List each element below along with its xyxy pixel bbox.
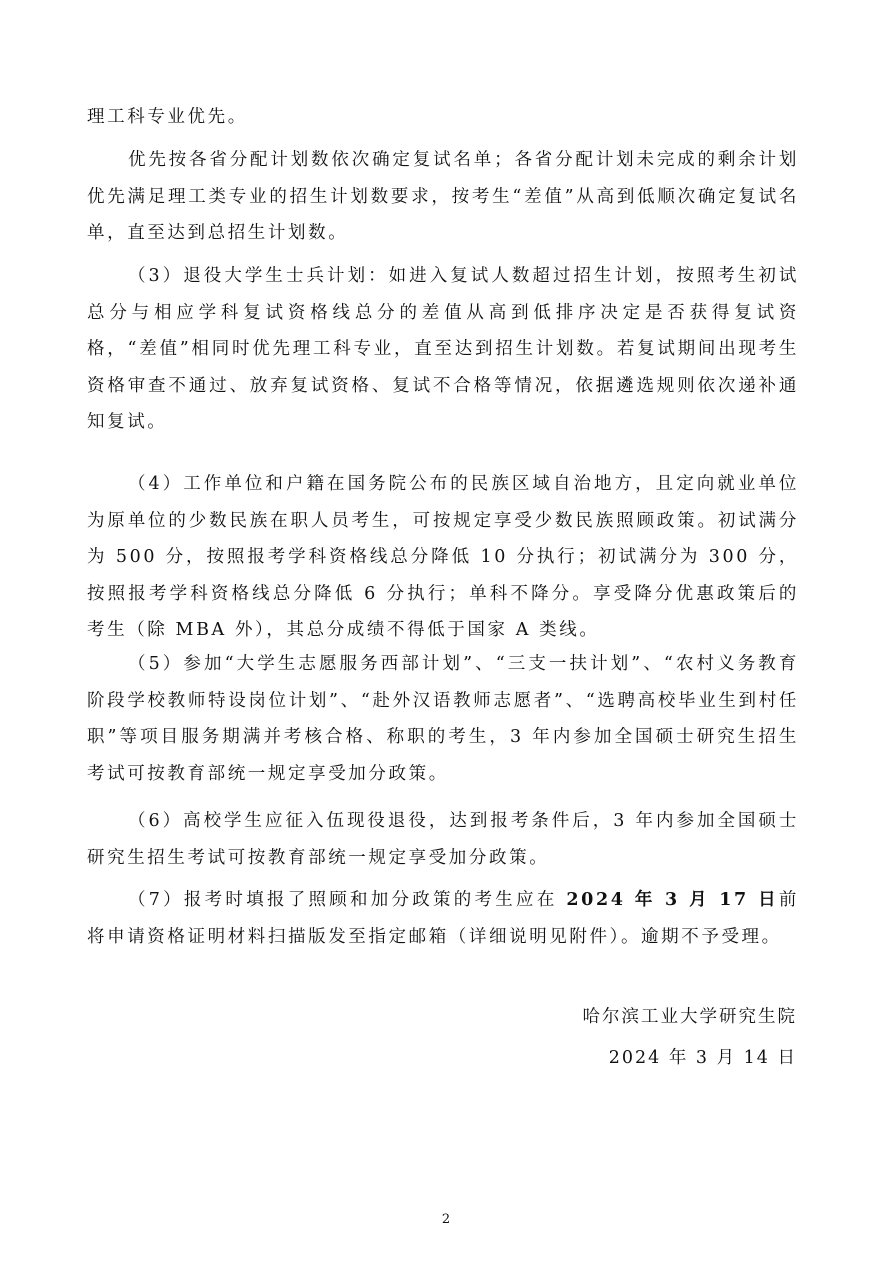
paragraph-item-4: （4）工作单位和户籍在国务院公布的民族区域自治地方，且定向就业单位为原单位的少数民族在职人员考生，可按规定享受少数民族照顾政策。初试满分为 500 分，按照报考学科资格线总分降低 10 分执行；初试满分为 300 分，按照报考学科资格线总分降低 6 分执行；单科不降分。享受降分优惠政策后的考生（除 MBA 外），其总分成绩不得低于国家 A 类线。 (87, 474, 799, 640)
paragraph-priority-rule: 优先按各省分配计划数依次确定复试名单；各省分配计划未完成的剩余计划优先满足理工类专业的招生计划数要求，按考生“差值”从高到低顺次确定复试名单，直至达到总招生计划数。 (87, 150, 799, 243)
paragraph-item-6: （6）高校学生应征入伍现役退役，达到报考条件后，3 年内参加全国硕士研究生招生考试可按教育部统一规定享受加分政策。 (87, 811, 799, 868)
paragraph-item-3: （3）退役大学生士兵计划：如进入复试人数超过招生计划，按照考生初试总分与相应学科复试资格线总分的差值从高到低排序决定是否获得复试资格，“差值”相同时优先理工科专业，直至达到招生计划数。若复试期间出现考生资格审查不通过、放弃复试资格、复试不合格等情况，依据遴选规则依次递补通知复试。 (87, 266, 799, 432)
paragraph-item-5: （5）参加“大学生志愿服务西部计划”、“三支一扶计划”、“农村义务教育阶段学校教师特设岗位计划”、“赴外汉语教师志愿者”、“选聘高校毕业生到村任职”等项目服务期满并考核合格、称职的考生，3 年内参加全国硕士研究生招生考试可按教育部统一规定享受加分政策。 (87, 654, 799, 784)
signature-date: 2024 年 3 月 14 日 (608, 1048, 797, 1068)
item-7-text-end: 前将申请资格证明材料扫描版发至指定邮箱（详细说明见附件）。逾期不予受理。 (87, 890, 799, 947)
page-number: 2 (441, 1212, 451, 1227)
paragraph-continuation: 理工科专业优先。 (87, 107, 248, 127)
deadline-date: 2024 年 3 月 17 日 (566, 890, 779, 910)
paragraph-item-7 (87, 882, 799, 955)
item-7-text-start: （7）报考时填报了照顾和加分政策的考生应在 (128, 890, 567, 910)
signature-organization: 哈尔滨工业大学研究生院 (582, 1007, 797, 1027)
